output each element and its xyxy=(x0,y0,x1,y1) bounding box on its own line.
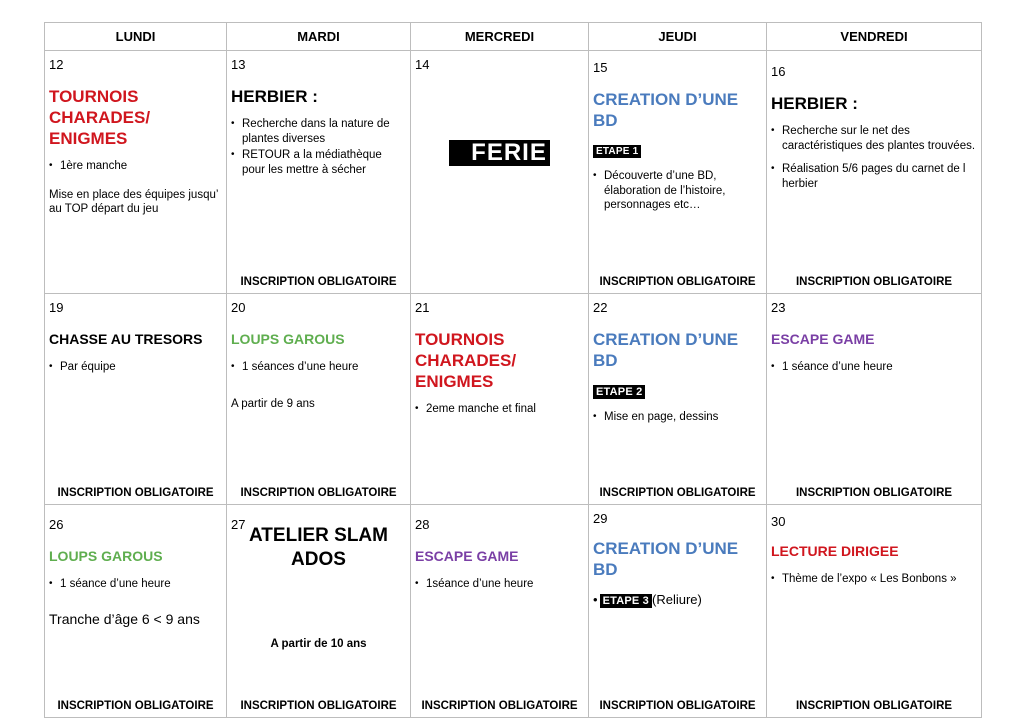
activity-details xyxy=(593,410,762,425)
day-cell-30 xyxy=(767,505,982,718)
day-cell-27 xyxy=(227,505,411,718)
activity-title: CREATION D’UNE BD xyxy=(593,330,739,370)
registration-required: INSCRIPTION OBLIGATOIRE xyxy=(240,487,397,499)
etape-3-line xyxy=(593,592,762,608)
day-number: 21 xyxy=(415,300,430,315)
registration-required: INSCRIPTION OBLIGATOIRE xyxy=(795,487,953,499)
holiday-stamp xyxy=(415,140,584,166)
activity-details xyxy=(231,117,406,177)
day-cell-21 xyxy=(411,294,589,505)
day-cell-23 xyxy=(767,294,982,505)
activity-title: ATELIER SLAM ADOS xyxy=(249,525,388,570)
day-number: 28 xyxy=(415,517,430,532)
activity-title: HERBIER : xyxy=(771,94,858,113)
activity-title: LOUPS GAROUS xyxy=(49,548,163,564)
day-number: 14 xyxy=(415,57,430,72)
registration-required: INSCRIPTION OBLIGATOIRE xyxy=(240,700,397,712)
activity-details xyxy=(415,402,584,417)
day-number: 16 xyxy=(771,64,786,79)
day-number: 26 xyxy=(49,517,64,532)
header-jeudi: JEUDI xyxy=(589,23,767,51)
activity-title: TOURNOIS CHARADES/ ENIGMES xyxy=(49,87,151,148)
day-number: 27 xyxy=(231,517,246,532)
age-range-note: Tranche d’âge 6 < 9 ans xyxy=(49,610,200,627)
ferie-label: FERIE xyxy=(449,140,550,166)
week-row-3 xyxy=(45,505,982,718)
age-note: A partir de 10 ans xyxy=(270,638,367,650)
activity-title: CREATION D’UNE BD xyxy=(593,539,739,579)
detail-item: • Par équipe xyxy=(49,360,222,375)
detail-item: • Découverte d’une BD, élaboration de l’histoire, personnages etc… xyxy=(593,169,762,213)
detail-item: • Recherche sur le net des caractéristiques des plantes trouvées. xyxy=(771,124,977,153)
detail-item: • Thème de l’expo « Les Bonbons » xyxy=(771,572,977,587)
detail-item: • 1 séances d’une heure xyxy=(231,360,406,375)
activity-details xyxy=(49,577,222,592)
activity-details xyxy=(771,572,977,587)
weekday-header-row xyxy=(45,23,982,51)
day-cell-26 xyxy=(45,505,227,718)
day-number: 13 xyxy=(231,57,246,72)
detail-item: • Réalisation 5/6 pages du carnet de l herbier xyxy=(771,162,977,191)
registration-required: INSCRIPTION OBLIGATOIRE xyxy=(599,487,756,499)
activity-details xyxy=(771,360,977,375)
day-cell-20 xyxy=(227,294,411,505)
registration-required: INSCRIPTION OBLIGATOIRE xyxy=(599,276,756,288)
etape-badge: ETAPE 3 xyxy=(600,594,652,608)
day-number: 22 xyxy=(593,300,608,315)
activity-details xyxy=(771,124,977,191)
header-lundi: LUNDI xyxy=(45,23,227,51)
activity-details xyxy=(49,360,222,375)
activity-title: ESCAPE GAME xyxy=(771,331,875,347)
header-vendredi: VENDREDI xyxy=(767,23,982,51)
day-number: 15 xyxy=(593,60,608,75)
header-mercredi: MERCREDI xyxy=(411,23,589,51)
day-cell-12 xyxy=(45,51,227,294)
day-cell-19 xyxy=(45,294,227,505)
detail-item: • 1 séance d’une heure xyxy=(49,577,222,592)
day-cell-22 xyxy=(589,294,767,505)
activity-note: Mise en place des équipes jusqu’ au TOP départ du jeu xyxy=(49,188,218,215)
activity-details xyxy=(49,159,222,174)
day-number: 30 xyxy=(771,514,786,529)
header-mardi: MARDI xyxy=(227,23,411,51)
day-cell-14 xyxy=(411,51,589,294)
detail-item: • 1 séance d’une heure xyxy=(771,360,977,375)
activity-title: LOUPS GAROUS xyxy=(231,331,345,347)
activity-details xyxy=(231,360,406,375)
activity-title: CREATION D’UNE BD xyxy=(593,90,739,130)
activity-title: LECTURE DIRIGEE xyxy=(771,543,899,559)
registration-required: INSCRIPTION OBLIGATOIRE xyxy=(57,487,214,499)
day-cell-16 xyxy=(767,51,982,294)
day-number: 12 xyxy=(49,57,64,72)
day-number: 19 xyxy=(49,300,64,315)
activity-title: HERBIER : xyxy=(231,87,318,106)
reliure-label: (Reliure) xyxy=(652,592,702,607)
detail-item: • Recherche dans la nature de plantes diverses xyxy=(231,117,406,146)
activity-title: ESCAPE GAME xyxy=(415,548,519,564)
registration-required: INSCRIPTION OBLIGATOIRE xyxy=(57,700,214,712)
activity-note: A partir de 9 ans xyxy=(231,397,315,410)
registration-required: INSCRIPTION OBLIGATOIRE xyxy=(599,700,756,712)
detail-item: • 1ère manche xyxy=(49,159,222,174)
detail-item: • 1séance d’une heure xyxy=(415,577,584,592)
registration-required: INSCRIPTION OBLIGATOIRE xyxy=(795,700,953,712)
etape-badge: ETAPE 2 xyxy=(593,385,645,399)
day-number: 20 xyxy=(231,300,246,315)
bullet-dot: • xyxy=(593,592,598,607)
day-number: 23 xyxy=(771,300,786,315)
week-row-2 xyxy=(45,294,982,505)
week-row-1 xyxy=(45,51,982,294)
registration-required: INSCRIPTION OBLIGATOIRE xyxy=(795,276,953,288)
detail-item: • 2eme manche et final xyxy=(415,402,584,417)
registration-required: INSCRIPTION OBLIGATOIRE xyxy=(240,276,397,288)
activity-calendar xyxy=(44,22,982,718)
day-cell-29 xyxy=(589,505,767,718)
detail-item: • RETOUR a la médiathèque pour les mettre à sécher xyxy=(231,148,406,177)
activity-details xyxy=(593,169,762,213)
day-cell-28 xyxy=(411,505,589,718)
activity-title: TOURNOIS CHARADES/ ENIGMES xyxy=(415,330,517,391)
registration-required: INSCRIPTION OBLIGATOIRE xyxy=(421,700,578,712)
activity-title: CHASSE AU TRESORS xyxy=(49,331,203,347)
day-cell-13 xyxy=(227,51,411,294)
etape-badge: ETAPE 1 xyxy=(593,145,641,158)
day-number: 29 xyxy=(593,511,608,526)
day-cell-15 xyxy=(589,51,767,294)
detail-item: • Mise en page, dessins xyxy=(593,410,762,425)
activity-details xyxy=(415,577,584,592)
